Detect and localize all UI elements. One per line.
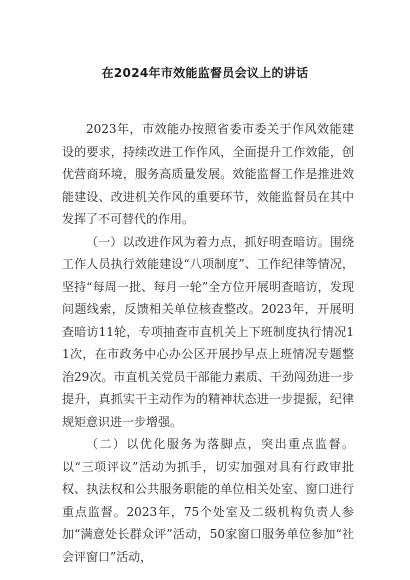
paragraph-section-2: （二）以优化服务为落脚点，突出重点监督。以“三项评议”活动为抓手，切实加强对具有行政审批权、执法权和公共服务职能的单位相关处室、窗口进行重点监督。2023年，75个处室及二级机构负责人参加“满意处长群众评”活动，50家窗口服务单位参加“社会评窗口”活动， bbox=[62, 437, 354, 564]
paragraph-section-1: （一）以改进作风为着力点，抓好明查暗访。围绕工作人员执行效能建设“八项制度”、工作纪律等情况，坚持“每周一批、每月一轮”全方位开展明查暗访，发现问题线索，反馈相关单位核查整改。2023年，开展明查暗访11轮，专项抽查市直机关上下班制度执行情况11次，在市政务中心办公区开展抄早点上班情况专题整治29次。市直机关党员干部能力素质、干劲闯劲进一步提升，真抓实干主动作为的精神状态进一步提振，纪律规矩意识进一步增强。 bbox=[62, 234, 354, 429]
document-body bbox=[62, 118, 354, 568]
document-title: 在2024年市效能监督员会议上的讲话 bbox=[101, 66, 309, 80]
paragraph-intro: 2023年，市效能办按照省委市委关于作风效能建设的要求，持续改进工作作风，全面提升工作效能，创优营商环境，服务高质量发展。效能监督工作是推进效能建设、改进机关作风的重要环节，效能监督员在其中发挥了不可替代的作用。 bbox=[62, 122, 354, 226]
